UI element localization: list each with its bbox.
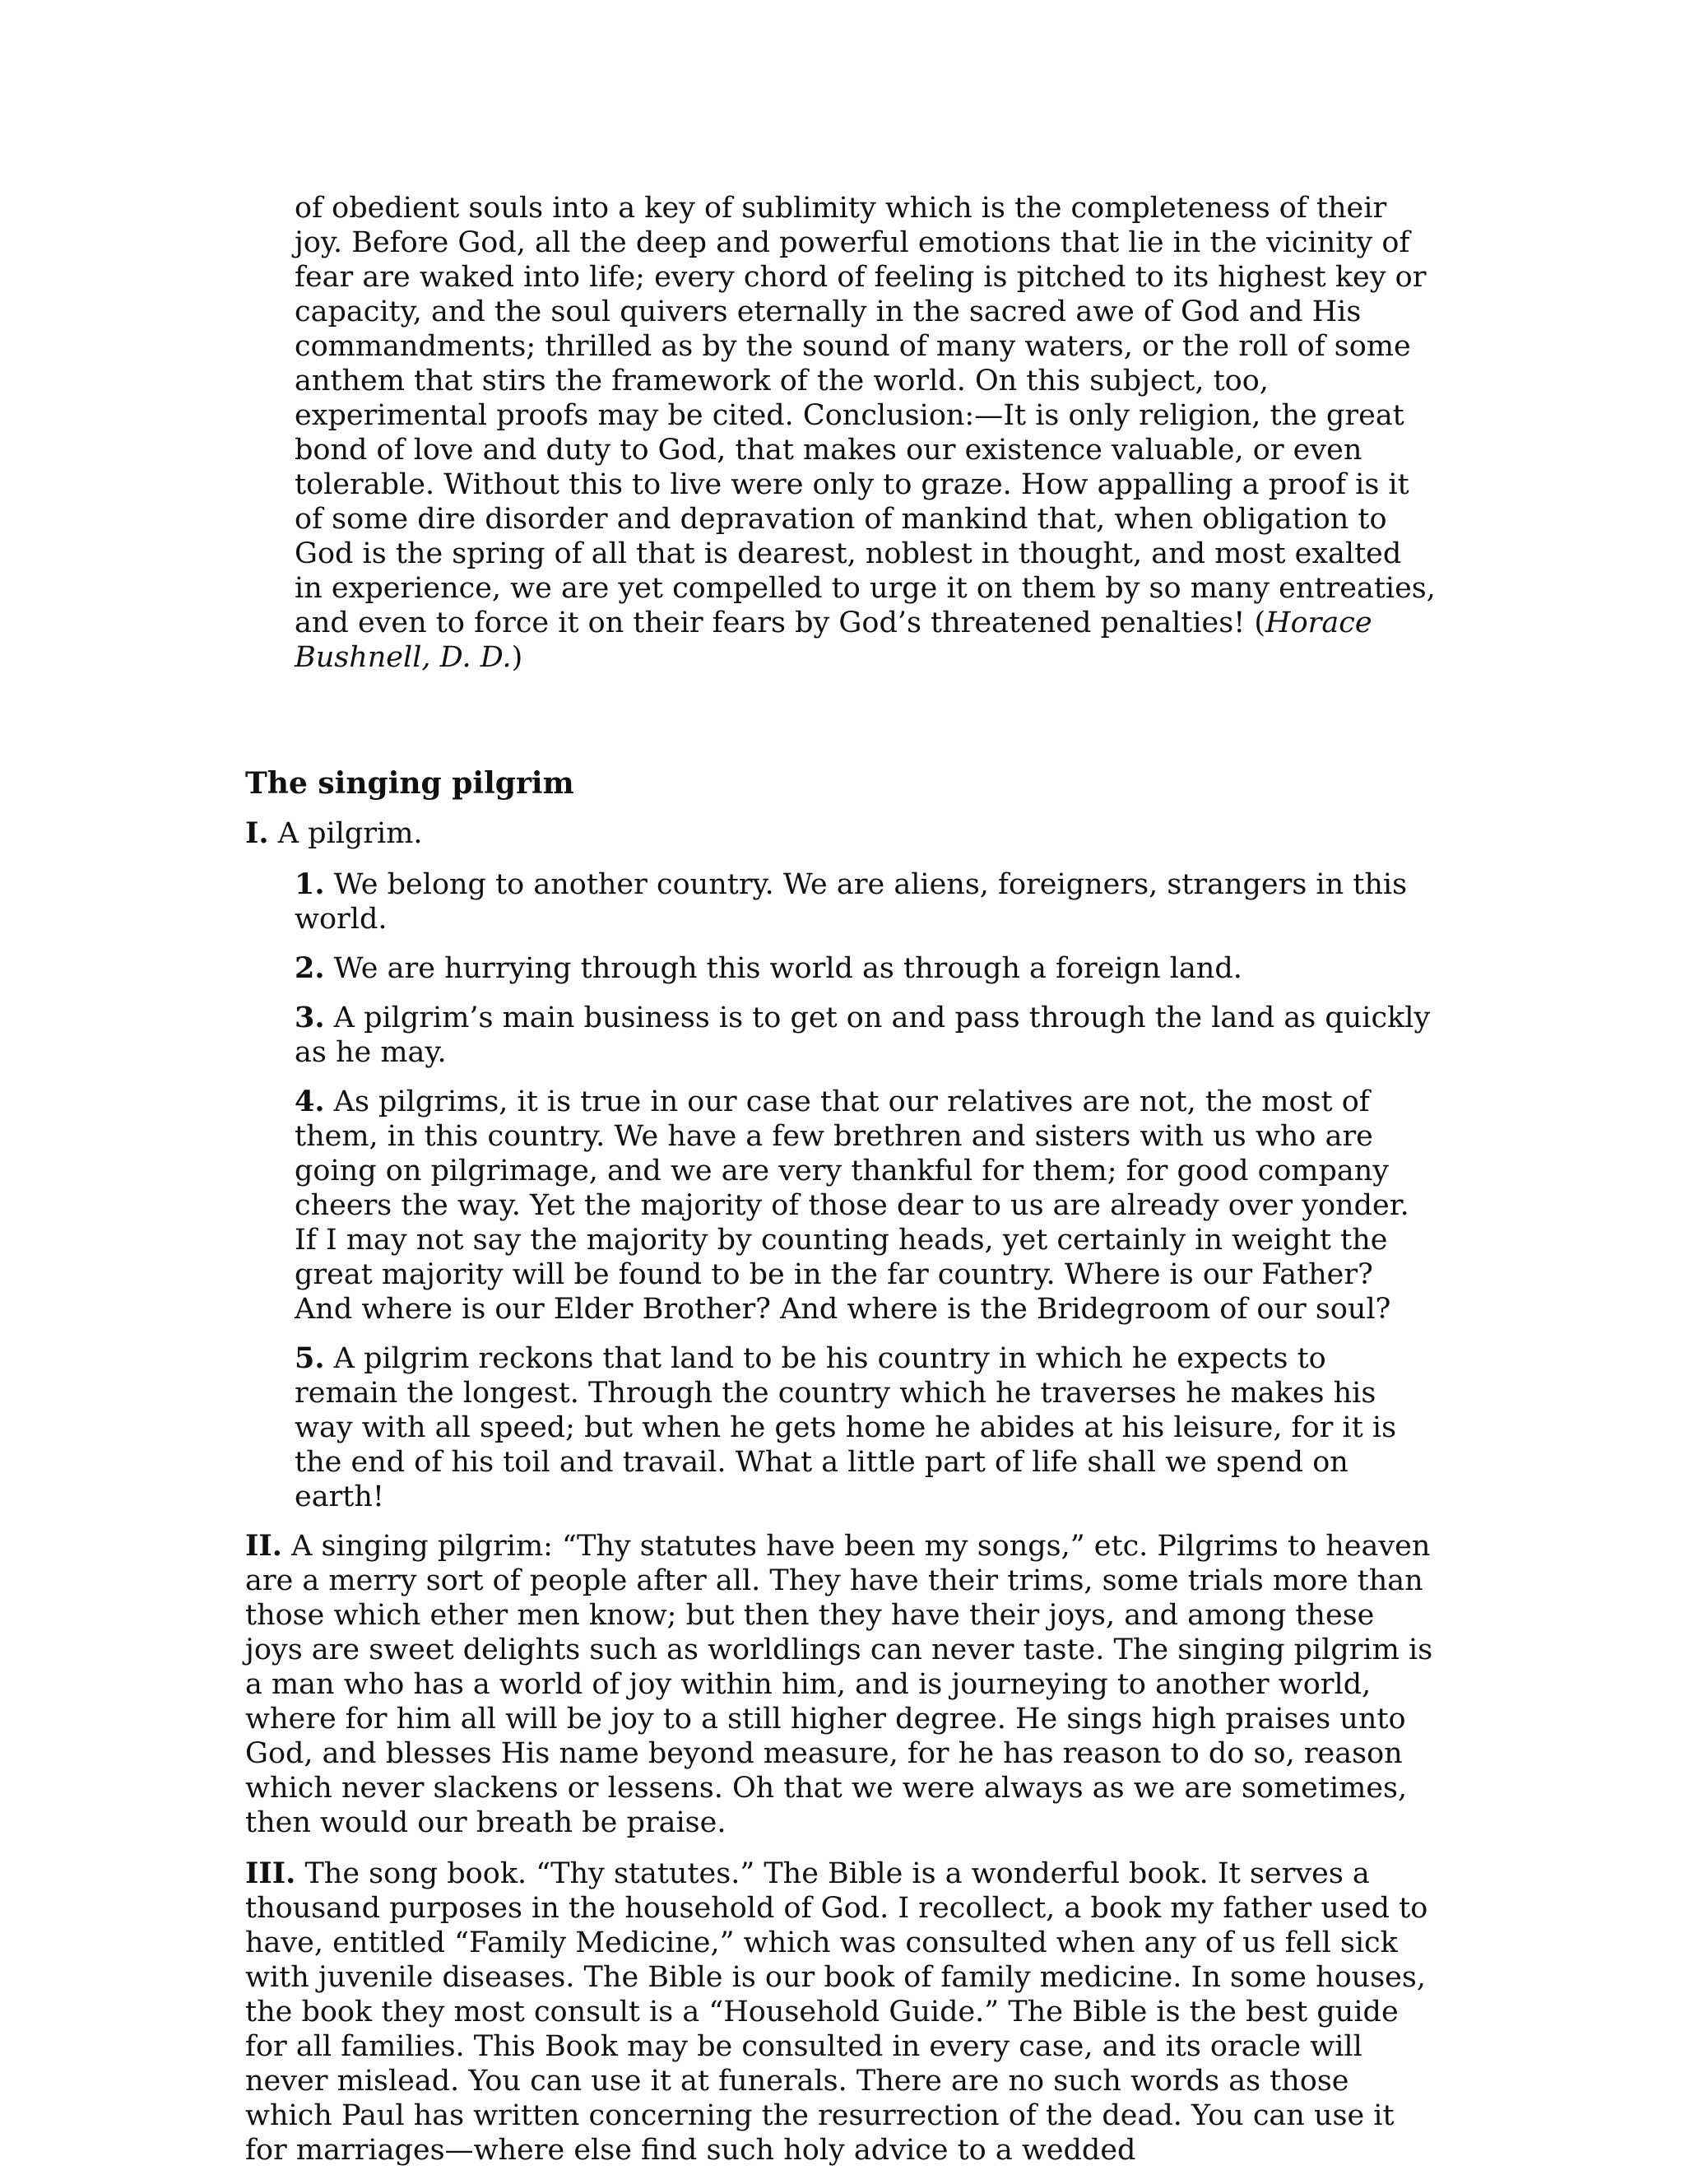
point-3	[245, 1856, 1438, 2168]
subpoint-text: A pilgrim’s main business is to get on and pass through the land as quickly as he may.	[295, 1001, 1431, 1069]
point-number: I.	[245, 816, 269, 850]
continuation-paragraph	[295, 191, 1438, 675]
point-1	[245, 816, 1438, 851]
subpoint-number: 4.	[295, 1085, 325, 1118]
point-text: A singing pilgrim: “Thy statutes have been my songs,” etc. Pilgrims to heaven are a merry sort of people after all. They have their trims, some trials more than those which ether men know; but then they have their joys, and among these joys are sweet delights such as worldlings can never taste. The singing pilgrim is a man who has a world of joy within him, and is journeying to another world, where for him all will be joy to a still higher degree. He sings high praises unto God, and blesses His name beyond measure, for he has reason to do so, reason which never slackens or lessens. Oh that we were always as we are sometimes, then would our breath be praise.	[245, 1530, 1433, 1839]
section-title: The singing pilgrim	[245, 766, 574, 801]
point-2	[245, 1529, 1438, 1840]
subpoint-number: 3.	[295, 1001, 325, 1034]
subpoint-number: 1.	[295, 867, 325, 901]
citation: Horace Bushnell, D. D.	[295, 606, 1372, 674]
point-text: The song book. “Thy statutes.” The Bible is a wonderful book. It serves a thousand purposes in the household of God. I recollect, a book my father used to have, entitled “Family Medicine,” which was consulted when any of us fell sick with juvenile diseases. The Bible is our book of family medicine. In some houses, the book they most consult is a “Household Guide.” The Bible is the best guide for all families. This Book may be consulted in every case, and its oracle will never mislead. You can use it at funerals. There are no such words as those which Paul has written concerning the resurrection of the dead. You can use it for marriages—where else find such holy advice to a wedded	[245, 1857, 1428, 2167]
subpoint-1	[295, 867, 1438, 936]
continuation-body: of obedient souls into a key of sublimity which is the completeness of their joy. Before God, all the deep and powerful emotions that lie in the vicinity of fear are waked into life; every chord of feeling is pitched to its highest key or capacity, and the soul quivers eternally in the sacred awe of God and His commandments; thrilled as by the sound of many waters, or the roll of some anthem that stirs the framework of the world. On this subject, too, experimental proofs may be cited. Conclusion:—It is only religion, the great bond of love and duty to God, that makes our existence valuable, or even tolerable. Without this to live were only to graze. How appalling a proof is it of some dire disorder and depravation of mankind that, when obligation to God is the spring of all that is dearest, noblest in thought, and most exalted in experience, we are yet compelled to urge it on them by so many entreaties, and even to force it on their fears by God’s threatened penalties! (	[295, 192, 1436, 639]
point-number: III.	[245, 1856, 296, 1890]
point-text: A pilgrim.	[268, 817, 423, 850]
subpoint-number: 2.	[295, 951, 325, 985]
document-page	[245, 191, 1438, 2184]
subpoint-3	[295, 1001, 1438, 1070]
subpoint-2	[295, 951, 1438, 986]
subpoint-text: We are hurrying through this world as through a foreign land.	[324, 952, 1242, 985]
subpoint-4	[295, 1085, 1438, 1327]
subpoint-number: 5.	[295, 1341, 325, 1375]
subpoint-text: We belong to another country. We are aliens, foreigners, strangers in this world.	[295, 868, 1408, 936]
subpoint-text: A pilgrim reckons that land to be his country in which he expects to remain the longest. Through the country which he traverses he makes his way with all speed; but when he gets home he abides at his leisure, for it is the end of his toil and travail. What a little part of life shall we spend on earth!	[295, 1342, 1397, 1513]
point-number: II.	[245, 1529, 282, 1563]
citation-close: )	[511, 641, 523, 674]
subpoint-text: As pilgrims, it is true in our case that our relatives are not, the most of them, in this country. We have a few brethren and sisters with us who are going on pilgrimage, and we are very thankful for them; for good company cheers the way. Yet the majority of those dear to us are already over yonder. If I may not say the majority by counting heads, yet certainly in weight the great majority will be found to be in the far country. Where is our Father? And where is our Elder Brother? And where is the Bridegroom of our soul?	[295, 1085, 1409, 1326]
subpoint-5	[295, 1341, 1438, 1514]
